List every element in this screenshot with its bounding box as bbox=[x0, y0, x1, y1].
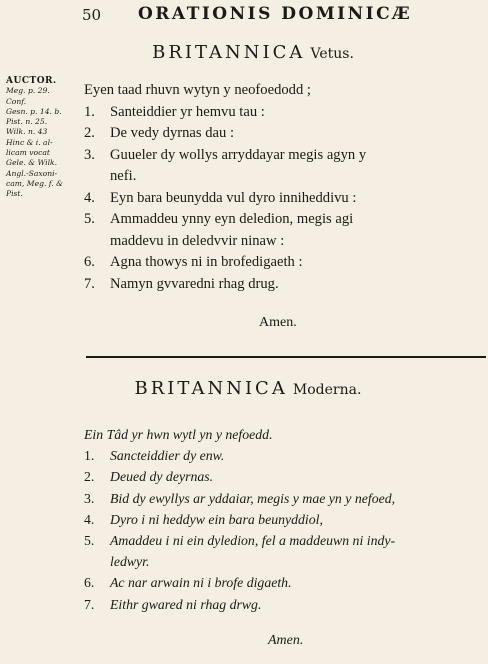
verse bbox=[84, 594, 484, 615]
verse-text bbox=[110, 209, 484, 252]
verse-number: 4. bbox=[84, 511, 95, 527]
verse-number: 3. bbox=[84, 146, 95, 163]
verse-line: Agna thowys ni in brofedigaeth : bbox=[110, 254, 303, 270]
prayer-text-moderna bbox=[84, 424, 484, 615]
verse bbox=[84, 102, 484, 124]
prayer-text-vetus bbox=[84, 80, 484, 295]
amen-vetus: Amen. bbox=[259, 315, 297, 330]
amen-moderna: Amen. bbox=[268, 633, 304, 648]
verse-list bbox=[84, 102, 484, 296]
prayer-intro: Eyen taad rhuvn wytyn y neofoedodd ; bbox=[84, 82, 311, 98]
margin-note-line: licam vocat bbox=[6, 148, 50, 158]
verse-list bbox=[84, 445, 484, 615]
verse-text bbox=[110, 252, 484, 274]
verse bbox=[84, 209, 484, 252]
margin-note-line: Wilk. n. 43 bbox=[6, 127, 48, 137]
verse-line: Ac nar arwain ni i brofe digaeth. bbox=[110, 575, 292, 591]
verse-number: 2. bbox=[84, 469, 95, 485]
verse-number: 3. bbox=[84, 490, 95, 506]
verse-text bbox=[110, 488, 484, 509]
verse-number: 6. bbox=[84, 254, 95, 270]
section-divider bbox=[86, 356, 486, 358]
margin-note-line: Hinc & i. al- bbox=[6, 137, 53, 147]
verse-line: Amaddeu i ni ein dyledion, fel a maddeuwn ni indy- bbox=[110, 533, 396, 549]
margin-note-line: Angl.-Saxoni- bbox=[6, 168, 58, 178]
verse-line: ledwyr. bbox=[110, 554, 150, 570]
verse-text bbox=[110, 594, 484, 615]
verse-text bbox=[110, 509, 484, 530]
verse bbox=[84, 530, 484, 572]
margin-note-line: Gesn. p. 14. b. bbox=[6, 106, 62, 116]
verse-line: Bid dy ewyllys ar yddaiar, megis y mae yn y nefoed, bbox=[110, 490, 396, 506]
verse-line: Namyn gvvaredni rhag drug. bbox=[110, 275, 279, 292]
section-heading-sub: Vetus. bbox=[310, 46, 354, 62]
verse-line: Eyn bara beunydda vul dyro inniheddivu : bbox=[110, 189, 357, 206]
verse bbox=[84, 572, 484, 593]
verse-line: Ammaddeu ynny eyn deledion, megis agi bbox=[110, 211, 354, 227]
verse bbox=[84, 123, 484, 145]
verse-number: 5. bbox=[84, 533, 95, 549]
verse-line: Dyro i ni heddyw ein bara beunyddiol, bbox=[110, 511, 323, 527]
prayer-intro: Ein Tâd yr hwn wytl yn y nefoedd. bbox=[84, 427, 273, 442]
margin-note-line: AUCTOR. bbox=[6, 76, 57, 86]
verse-line: De vedy dyrnas dau : bbox=[110, 125, 235, 141]
verse bbox=[84, 466, 484, 487]
verse-number: 4. bbox=[84, 189, 95, 206]
running-head bbox=[0, 4, 488, 28]
verse bbox=[84, 188, 484, 210]
verse-text bbox=[110, 102, 484, 124]
section-heading-moderna bbox=[0, 378, 488, 399]
margin-note-line: Pist. n. 25. bbox=[6, 117, 48, 127]
verse bbox=[84, 145, 484, 188]
verse bbox=[84, 509, 484, 530]
verse-text bbox=[110, 466, 484, 487]
verse-number: 7. bbox=[84, 596, 95, 612]
verse-line: maddevu in deledvvir ninaw : bbox=[110, 232, 285, 249]
margin-note-line: Meg. p. 29. bbox=[6, 86, 50, 96]
verse-number: 6. bbox=[84, 575, 95, 591]
verse bbox=[84, 274, 484, 296]
verse-text bbox=[110, 445, 484, 466]
section-heading-sub: Moderna. bbox=[292, 382, 362, 398]
verse bbox=[84, 252, 484, 274]
page-number: 50 bbox=[82, 6, 102, 24]
margin-note-line: Gele. & Wilk. bbox=[6, 158, 58, 168]
verse-number: 1. bbox=[84, 448, 95, 464]
verse-text bbox=[110, 530, 484, 572]
section-heading-vetus bbox=[0, 42, 488, 63]
verse-number: 7. bbox=[84, 275, 95, 292]
running-title: ORATIONIS DOMINICÆ bbox=[138, 4, 413, 24]
margin-note-line: cam, Meg. f. & bbox=[6, 178, 63, 188]
verse-text bbox=[110, 188, 484, 210]
verse-text bbox=[110, 123, 484, 145]
verse-number: 1. bbox=[84, 103, 95, 120]
section-heading-main: BRITANNICA bbox=[152, 42, 306, 63]
verse-line: Deued dy deyrnas. bbox=[110, 469, 214, 485]
verse-line: Sancteiddier dy enw. bbox=[110, 448, 225, 464]
verse-line: Santeiddier yr hemvu tau : bbox=[110, 103, 265, 120]
verse-text bbox=[110, 274, 484, 296]
verse bbox=[84, 488, 484, 509]
section-heading-main: BRITANNICA bbox=[134, 378, 288, 399]
verse-number: 2. bbox=[84, 125, 95, 141]
margin-note-line: Conf. bbox=[6, 96, 27, 106]
verse-text bbox=[110, 145, 484, 188]
verse-text bbox=[110, 572, 484, 593]
verse-number: 5. bbox=[84, 211, 95, 227]
verse-line: Guueler dy wollys arryddayar megis agyn y bbox=[110, 146, 367, 163]
verse bbox=[84, 445, 484, 466]
verse-line: nefi. bbox=[110, 168, 137, 184]
margin-notes bbox=[6, 76, 86, 200]
verse-line: Eithr gwared ni rhag drwg. bbox=[110, 596, 262, 612]
margin-note-line: Pist. bbox=[6, 189, 23, 199]
